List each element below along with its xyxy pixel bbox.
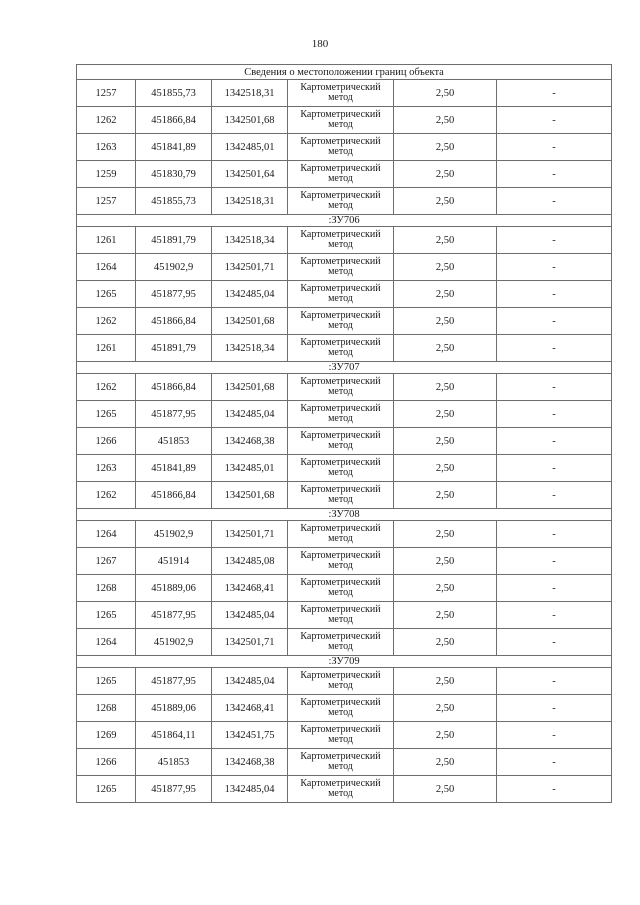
method-cell: [288, 575, 394, 602]
method-cell: [288, 602, 394, 629]
note-cell: -: [497, 548, 612, 575]
note-cell: -: [497, 107, 612, 134]
y-coordinate-cell: 1342501,71: [212, 629, 288, 656]
parcel-label: :ЗУ706: [77, 215, 612, 227]
table-row: [77, 722, 612, 749]
y-coordinate-cell: 1342451,75: [212, 722, 288, 749]
note-cell: -: [497, 629, 612, 656]
method-line-2: метод: [328, 173, 353, 184]
point-number-cell: 1261: [77, 335, 136, 362]
y-coordinate-cell: 1342501,68: [212, 482, 288, 509]
accuracy-cell: 2,50: [394, 281, 497, 308]
note-cell: -: [497, 602, 612, 629]
y-coordinate-cell: 1342485,04: [212, 776, 288, 803]
method-line-2: метод: [328, 200, 353, 211]
table-row: [77, 401, 612, 428]
x-coordinate-cell: 451889,06: [136, 695, 212, 722]
accuracy-cell: 2,50: [394, 776, 497, 803]
note-cell: -: [497, 134, 612, 161]
method-line-2: метод: [328, 734, 353, 745]
point-number-cell: 1268: [77, 695, 136, 722]
method-cell: [288, 227, 394, 254]
method-line-2: метод: [328, 266, 353, 277]
y-coordinate-cell: 1342468,38: [212, 428, 288, 455]
method-cell: [288, 188, 394, 215]
method-cell: [288, 629, 394, 656]
method-line-1: Картометрический: [300, 751, 381, 762]
method-line-2: метод: [328, 467, 353, 478]
accuracy-cell: 2,50: [394, 602, 497, 629]
method-line-1: Картометрический: [300, 310, 381, 321]
note-cell: -: [497, 281, 612, 308]
method-line-2: метод: [328, 641, 353, 652]
method-cell: [288, 749, 394, 776]
method-line-2: метод: [328, 788, 353, 799]
point-number-cell: 1265: [77, 776, 136, 803]
accuracy-cell: 2,50: [394, 482, 497, 509]
y-coordinate-cell: 1342501,71: [212, 254, 288, 281]
table-row: [77, 281, 612, 308]
table-row: [77, 749, 612, 776]
parcel-group-row: [77, 215, 612, 227]
method-line-2: метод: [328, 614, 353, 625]
x-coordinate-cell: 451902,9: [136, 521, 212, 548]
accuracy-cell: 2,50: [394, 629, 497, 656]
method-line-1: Картометрический: [300, 604, 381, 615]
point-number-cell: 1265: [77, 401, 136, 428]
y-coordinate-cell: 1342501,64: [212, 161, 288, 188]
point-number-cell: 1264: [77, 629, 136, 656]
note-cell: -: [497, 749, 612, 776]
table-row: [77, 254, 612, 281]
accuracy-cell: 2,50: [394, 401, 497, 428]
y-coordinate-cell: 1342485,04: [212, 668, 288, 695]
table-row: [77, 374, 612, 401]
point-number-cell: 1265: [77, 668, 136, 695]
note-cell: -: [497, 776, 612, 803]
table-header-row: [77, 65, 612, 80]
method-line-2: метод: [328, 146, 353, 157]
y-coordinate-cell: 1342485,08: [212, 548, 288, 575]
accuracy-cell: 2,50: [394, 254, 497, 281]
point-number-cell: 1264: [77, 521, 136, 548]
method-line-1: Картометрический: [300, 337, 381, 348]
method-line-2: метод: [328, 239, 353, 250]
parcel-group-row: [77, 509, 612, 521]
note-cell: -: [497, 161, 612, 188]
method-line-1: Картометрический: [300, 283, 381, 294]
point-number-cell: 1266: [77, 749, 136, 776]
x-coordinate-cell: 451830,79: [136, 161, 212, 188]
method-line-2: метод: [328, 386, 353, 397]
method-cell: [288, 428, 394, 455]
point-number-cell: 1268: [77, 575, 136, 602]
x-coordinate-cell: 451866,84: [136, 374, 212, 401]
point-number-cell: 1262: [77, 482, 136, 509]
x-coordinate-cell: 451877,95: [136, 668, 212, 695]
accuracy-cell: 2,50: [394, 575, 497, 602]
method-line-2: метод: [328, 560, 353, 571]
x-coordinate-cell: 451853: [136, 428, 212, 455]
y-coordinate-cell: 1342485,01: [212, 455, 288, 482]
table-row: [77, 668, 612, 695]
parcel-label: :ЗУ708: [77, 509, 612, 521]
point-number-cell: 1262: [77, 308, 136, 335]
method-line-1: Картометрический: [300, 577, 381, 588]
note-cell: -: [497, 308, 612, 335]
method-line-2: метод: [328, 413, 353, 424]
table-row: [77, 80, 612, 107]
note-cell: -: [497, 80, 612, 107]
point-number-cell: 1263: [77, 134, 136, 161]
point-number-cell: 1263: [77, 455, 136, 482]
note-cell: -: [497, 428, 612, 455]
method-line-2: метод: [328, 92, 353, 103]
y-coordinate-cell: 1342485,04: [212, 281, 288, 308]
x-coordinate-cell: 451902,9: [136, 254, 212, 281]
method-cell: [288, 455, 394, 482]
note-cell: -: [497, 401, 612, 428]
method-cell: [288, 308, 394, 335]
x-coordinate-cell: 451855,73: [136, 80, 212, 107]
method-cell: [288, 695, 394, 722]
table-row: [77, 107, 612, 134]
method-cell: [288, 134, 394, 161]
accuracy-cell: 2,50: [394, 428, 497, 455]
method-line-1: Картометрический: [300, 136, 381, 147]
method-line-1: Картометрический: [300, 631, 381, 642]
method-cell: [288, 776, 394, 803]
point-number-cell: 1265: [77, 602, 136, 629]
x-coordinate-cell: 451866,84: [136, 308, 212, 335]
method-line-2: метод: [328, 494, 353, 505]
point-number-cell: 1267: [77, 548, 136, 575]
y-coordinate-cell: 1342468,41: [212, 695, 288, 722]
table-row: [77, 482, 612, 509]
accuracy-cell: 2,50: [394, 668, 497, 695]
accuracy-cell: 2,50: [394, 107, 497, 134]
method-line-1: Картометрический: [300, 82, 381, 93]
table-row: [77, 188, 612, 215]
table-row: [77, 227, 612, 254]
accuracy-cell: 2,50: [394, 548, 497, 575]
method-line-1: Картометрический: [300, 484, 381, 495]
x-coordinate-cell: 451877,95: [136, 281, 212, 308]
point-number-cell: 1257: [77, 188, 136, 215]
note-cell: -: [497, 254, 612, 281]
y-coordinate-cell: 1342501,68: [212, 308, 288, 335]
table-row: [77, 335, 612, 362]
method-line-1: Картометрический: [300, 376, 381, 387]
x-coordinate-cell: 451853: [136, 749, 212, 776]
note-cell: -: [497, 668, 612, 695]
table-row: [77, 134, 612, 161]
accuracy-cell: 2,50: [394, 335, 497, 362]
accuracy-cell: 2,50: [394, 161, 497, 188]
accuracy-cell: 2,50: [394, 455, 497, 482]
accuracy-cell: 2,50: [394, 308, 497, 335]
method-line-2: метод: [328, 293, 353, 304]
accuracy-cell: 2,50: [394, 80, 497, 107]
x-coordinate-cell: 451866,84: [136, 107, 212, 134]
y-coordinate-cell: 1342468,38: [212, 749, 288, 776]
parcel-label: :ЗУ707: [77, 362, 612, 374]
y-coordinate-cell: 1342485,01: [212, 134, 288, 161]
method-line-1: Картометрический: [300, 778, 381, 789]
point-number-cell: 1265: [77, 281, 136, 308]
method-line-1: Картометрический: [300, 256, 381, 267]
method-cell: [288, 374, 394, 401]
boundary-coordinates-table: [76, 64, 612, 803]
table-row: [77, 575, 612, 602]
y-coordinate-cell: 1342501,68: [212, 374, 288, 401]
method-cell: [288, 722, 394, 749]
accuracy-cell: 2,50: [394, 695, 497, 722]
method-line-1: Картометрический: [300, 403, 381, 414]
point-number-cell: 1269: [77, 722, 136, 749]
table-row: [77, 695, 612, 722]
note-cell: -: [497, 722, 612, 749]
method-line-2: метод: [328, 440, 353, 451]
point-number-cell: 1262: [77, 374, 136, 401]
parcel-group-row: [77, 362, 612, 374]
y-coordinate-cell: 1342485,04: [212, 401, 288, 428]
x-coordinate-cell: 451902,9: [136, 629, 212, 656]
accuracy-cell: 2,50: [394, 749, 497, 776]
method-line-1: Картометрический: [300, 457, 381, 468]
method-line-1: Картометрический: [300, 523, 381, 534]
note-cell: -: [497, 482, 612, 509]
note-cell: -: [497, 575, 612, 602]
method-cell: [288, 668, 394, 695]
x-coordinate-cell: 451891,79: [136, 335, 212, 362]
accuracy-cell: 2,50: [394, 374, 497, 401]
method-cell: [288, 254, 394, 281]
method-line-1: Картометрический: [300, 190, 381, 201]
y-coordinate-cell: 1342518,31: [212, 188, 288, 215]
method-line-2: метод: [328, 587, 353, 598]
method-cell: [288, 482, 394, 509]
point-number-cell: 1262: [77, 107, 136, 134]
note-cell: -: [497, 188, 612, 215]
note-cell: -: [497, 521, 612, 548]
point-number-cell: 1261: [77, 227, 136, 254]
table-row: [77, 521, 612, 548]
table-row: [77, 455, 612, 482]
method-line-1: Картометрический: [300, 670, 381, 681]
method-cell: [288, 281, 394, 308]
table-row: [77, 629, 612, 656]
method-cell: [288, 161, 394, 188]
x-coordinate-cell: 451866,84: [136, 482, 212, 509]
x-coordinate-cell: 451877,95: [136, 602, 212, 629]
method-line-2: метод: [328, 119, 353, 130]
method-cell: [288, 521, 394, 548]
method-line-1: Картометрический: [300, 430, 381, 441]
x-coordinate-cell: 451841,89: [136, 134, 212, 161]
method-line-2: метод: [328, 533, 353, 544]
accuracy-cell: 2,50: [394, 134, 497, 161]
point-number-cell: 1257: [77, 80, 136, 107]
table-header: Сведения о местоположении границ объекта: [77, 65, 612, 80]
x-coordinate-cell: 451864,11: [136, 722, 212, 749]
y-coordinate-cell: 1342518,34: [212, 335, 288, 362]
table-row: [77, 428, 612, 455]
note-cell: -: [497, 335, 612, 362]
y-coordinate-cell: 1342518,34: [212, 227, 288, 254]
parcel-group-row: [77, 656, 612, 668]
method-cell: [288, 401, 394, 428]
y-coordinate-cell: 1342518,31: [212, 80, 288, 107]
y-coordinate-cell: 1342501,68: [212, 107, 288, 134]
y-coordinate-cell: 1342468,41: [212, 575, 288, 602]
method-line-1: Картометрический: [300, 163, 381, 174]
method-line-1: Картометрический: [300, 229, 381, 240]
x-coordinate-cell: 451891,79: [136, 227, 212, 254]
parcel-label: :ЗУ709: [77, 656, 612, 668]
table-row: [77, 776, 612, 803]
table-row: [77, 161, 612, 188]
x-coordinate-cell: 451877,95: [136, 401, 212, 428]
note-cell: -: [497, 695, 612, 722]
method-line-2: метод: [328, 761, 353, 772]
method-line-1: Картометрический: [300, 697, 381, 708]
method-line-1: Картометрический: [300, 724, 381, 735]
method-cell: [288, 107, 394, 134]
table-row: [77, 602, 612, 629]
method-line-2: метод: [328, 680, 353, 691]
x-coordinate-cell: 451889,06: [136, 575, 212, 602]
y-coordinate-cell: 1342485,04: [212, 602, 288, 629]
method-line-1: Картометрический: [300, 550, 381, 561]
method-cell: [288, 80, 394, 107]
accuracy-cell: 2,50: [394, 188, 497, 215]
y-coordinate-cell: 1342501,71: [212, 521, 288, 548]
note-cell: -: [497, 227, 612, 254]
accuracy-cell: 2,50: [394, 227, 497, 254]
page-number: 180: [311, 38, 329, 50]
method-line-1: Картометрический: [300, 109, 381, 120]
table-row: [77, 548, 612, 575]
table-row: [77, 308, 612, 335]
point-number-cell: 1266: [77, 428, 136, 455]
accuracy-cell: 2,50: [394, 722, 497, 749]
method-line-2: метод: [328, 320, 353, 331]
point-number-cell: 1264: [77, 254, 136, 281]
note-cell: -: [497, 374, 612, 401]
x-coordinate-cell: 451841,89: [136, 455, 212, 482]
note-cell: -: [497, 455, 612, 482]
method-line-2: метод: [328, 347, 353, 358]
x-coordinate-cell: 451914: [136, 548, 212, 575]
accuracy-cell: 2,50: [394, 521, 497, 548]
method-cell: [288, 335, 394, 362]
method-cell: [288, 548, 394, 575]
method-line-2: метод: [328, 707, 353, 718]
x-coordinate-cell: 451855,73: [136, 188, 212, 215]
x-coordinate-cell: 451877,95: [136, 776, 212, 803]
point-number-cell: 1259: [77, 161, 136, 188]
